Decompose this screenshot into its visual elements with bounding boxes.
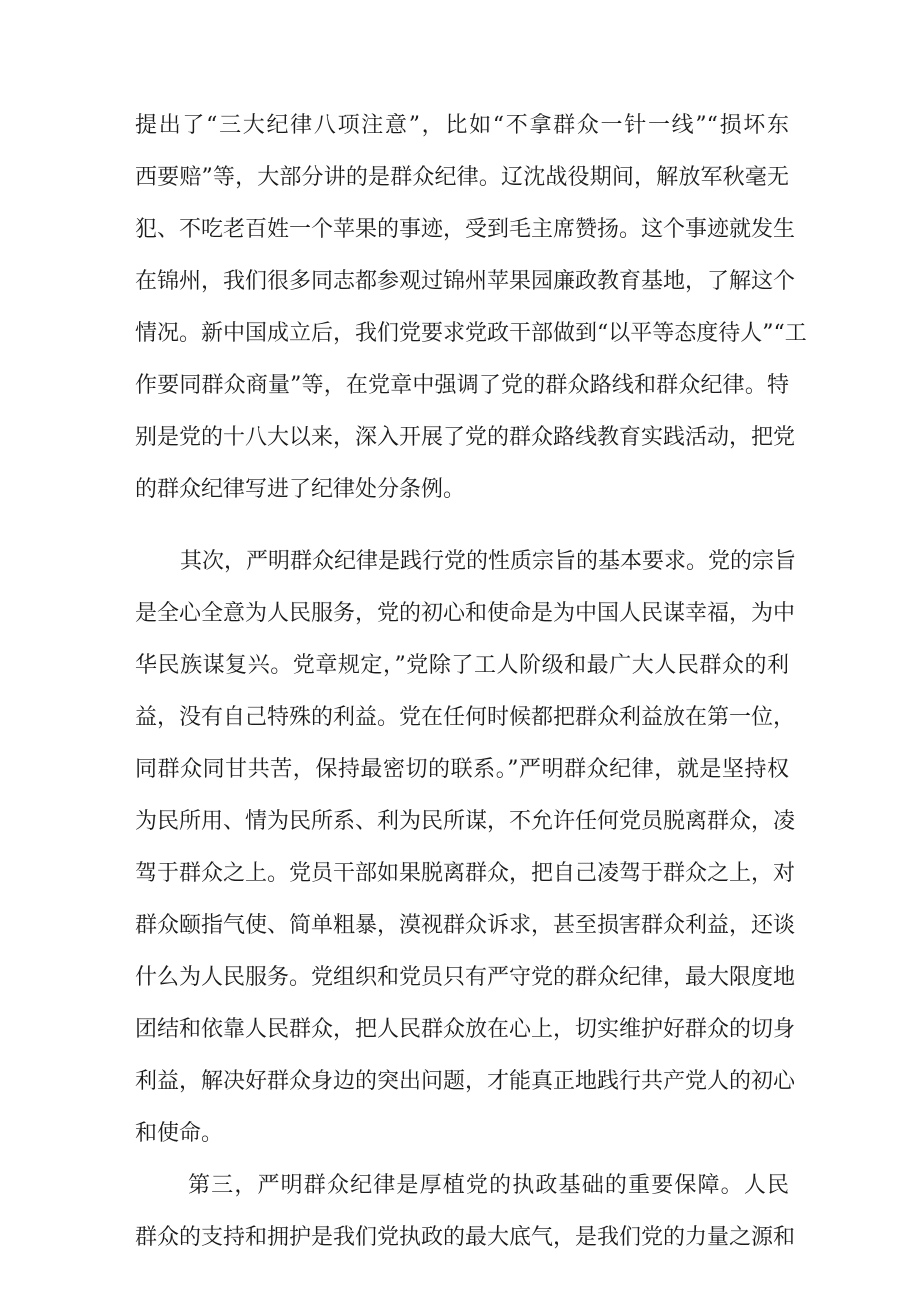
paragraph-history-line-7: 别是党的十八大以来，深入开展了党的群众路线教育实践活动，把党	[135, 425, 796, 450]
paragraph-second-line-6: 为民所用、情为民所系、利为民所谋，不允许任何党员脱离群众，凌	[135, 809, 796, 834]
paragraph-second-line-12: 和使命。	[135, 1121, 224, 1146]
paragraph-history-line-2: 西要赔”等，大部分讲的是群众纪律。辽沈战役期间，解放军秋毫无	[135, 165, 789, 190]
paragraph-second-line-7: 驾于群众之上。党员干部如果脱离群众，把自己凌驾于群众之上，对	[135, 861, 796, 886]
paragraph-second-line-2: 是全心全意为人民服务，党的初心和使命是为中国人民谋幸福，为中	[135, 601, 796, 626]
paragraph-history-line-8: 的群众纪律写进了纪律处分条例。	[135, 477, 466, 502]
paragraph-second-line-11: 利益，解决好群众身边的突出问题，才能真正地践行共产党人的初心	[135, 1069, 796, 1094]
paragraph-second-line-5: 同群众同甘共苦，保持最密切的联系。”严明群众纪律，就是坚持权	[135, 757, 789, 782]
paragraph-history-line-5: 情况。新中国成立后，我们党要求党政干部做到“以平等态度待人”“工	[135, 321, 807, 346]
paragraph-history-line-3: 犯、不吃老百姓一个苹果的事迹，受到毛主席赞扬。这个事迹就发生	[135, 217, 796, 242]
paragraph-second-line-9: 什么为人民服务。党组织和党员只有严守党的群众纪律，最大限度地	[135, 965, 796, 990]
paragraph-third-line-1: 第三，严明群众纪律是厚植党的执政基础的重要保障。人民	[188, 1173, 789, 1198]
paragraph-second-line-4: 益，没有自己特殊的利益。党在任何时候都把群众利益放在第一位，	[135, 705, 796, 730]
paragraph-second-line-10: 团结和依靠人民群众，把人民群众放在心上，切实维护好群众的切身	[135, 1017, 796, 1042]
paragraph-second-line-1: 其次，严明群众纪律是践行党的性质宗旨的基本要求。党的宗旨	[180, 549, 797, 574]
paragraph-second-line-3: 华民族谋复兴。党章规定，”党除了工人阶级和最广大人民群众的利	[135, 653, 789, 678]
paragraph-history-line-1: 提出了“三大纪律八项注意”，比如“不拿群众一针一线”“损坏东	[135, 113, 789, 138]
paragraph-history-line-4: 在锦州，我们很多同志都参观过锦州苹果园廉政教育基地，了解这个	[135, 269, 796, 294]
paragraph-third-line-2: 群众的支持和拥护是我们党执政的最大底气，是我们党的力量之源和	[135, 1225, 796, 1250]
paragraph-history-line-6: 作要同群众商量”等，在党章中强调了党的群众路线和群众纪律。特	[135, 373, 789, 398]
paragraph-second-line-8: 群众颐指气使、简单粗暴，漠视群众诉求，甚至损害群众利益，还谈	[135, 913, 796, 938]
